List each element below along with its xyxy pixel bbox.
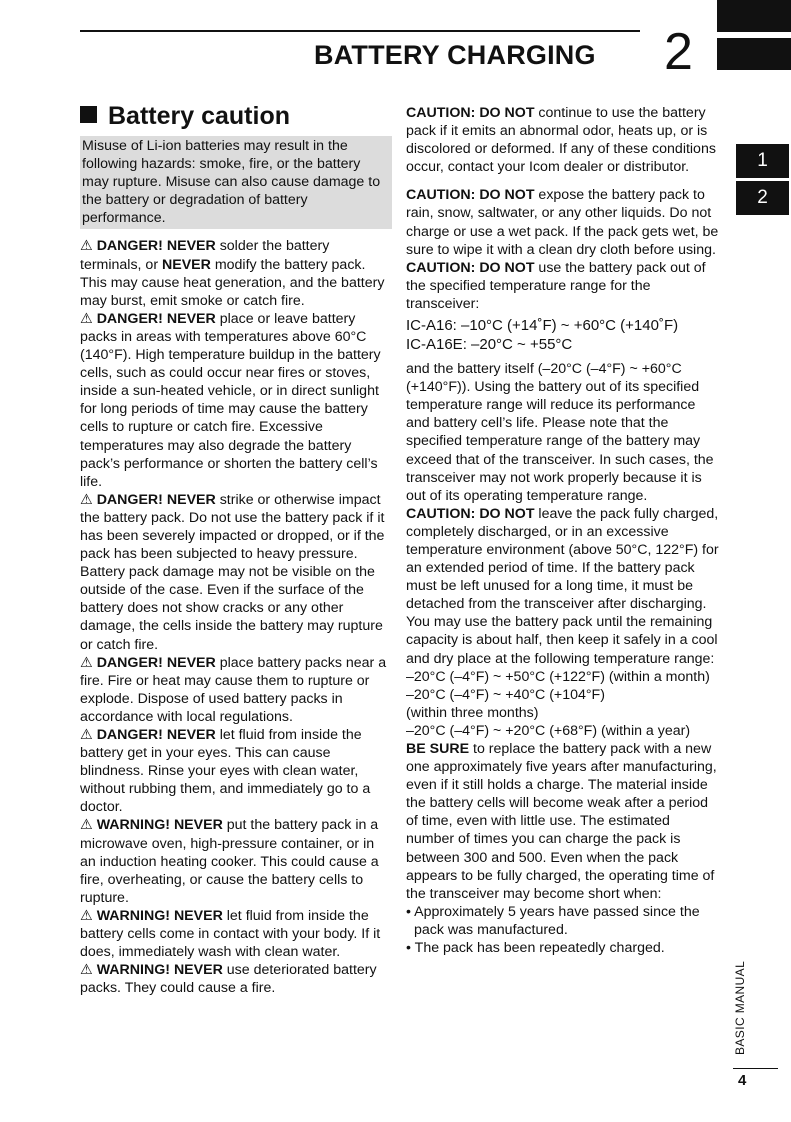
warning-triangle-icon: ⚠ xyxy=(80,491,93,508)
warning-triangle-icon: ⚠ xyxy=(80,727,93,743)
side-label xyxy=(733,955,749,1055)
danger-item-1: ⚠ DANGER! NEVER solder the battery terminals, or NEVER modify the battery pack. This may cause heat generation, and the battery may burst, emit smoke or catch fire. xyxy=(80,238,385,309)
caution-item-1: CAUTION: DO NOT continue to use the battery pack if it emits an abnormal odor, heats up, or is discolored or deformed. If any of these conditions occur, contact your Icom dealer or distributor. xyxy=(406,105,716,176)
replace-condition-2: • The pack has been repeatedly charged. xyxy=(406,940,665,957)
temp-spec-ic-a16: IC-A16: –10°C (+14˚F) ~ +60°C (+140˚F) xyxy=(406,317,679,335)
warning-item-1: ⚠ WARNING! NEVER put the battery pack in a microwave oven, high-pressure container, or in an induction heating cooker. This could cause a fire, overheating, or cause the battery cells to rupture. xyxy=(80,817,379,906)
danger-item-5: ⚠ DANGER! NEVER let fluid from inside the battery get in your eyes. This can cause blindness. Rinse your eyes with clean water, without rubbing them, and immediately go to a doctor. xyxy=(80,727,371,816)
right-column xyxy=(406,104,721,957)
caution-item-3-continued: and the battery itself (–20°C (–4°F) ~ +60°C (+140°F)). Using the battery out of its specified temperature range will reduce its performance and battery cell’s life. Please note that the specified temperature range of the battery may exceed that of the transceiver. In such cases, the transceiver may not work properly because it is out of its operating temperature range. xyxy=(406,361,714,504)
footer-rule xyxy=(733,1068,778,1069)
warning-triangle-icon: ⚠ xyxy=(80,817,93,834)
storage-range-2: –20°C (–4°F) ~ +40°C (+104°F) xyxy=(406,686,605,703)
section-heading xyxy=(80,100,392,132)
danger-item-4: ⚠ DANGER! NEVER place battery packs near a fire. Fire or heat may cause them to rupture or explode. Dispose of used battery packs in accordance with local regulations. xyxy=(80,654,387,725)
storage-range-2-note: (within three months) xyxy=(406,704,539,721)
danger-item-2: ⚠ DANGER! NEVER place or leave battery packs in areas with temperatures above 60°C (140°F). High temperature buildup in the battery cells, such as could occur near fires or stoves, inside a sun-heated vehicle, or in direct sunlight for long periods of time may cause the battery cells to rupture or catch fire. Excessive temperatures may also degrade the battery pack’s performance or shorten the battery cell’s life. xyxy=(80,310,381,490)
side-tab-2[interactable]: 2 xyxy=(736,181,789,215)
section-title: Battery caution xyxy=(108,102,290,130)
left-column xyxy=(80,100,392,997)
corner-block-bottom xyxy=(717,38,791,70)
warning-item-3: ⚠ WARNING! NEVER use deteriorated battery packs. They could cause a fire. xyxy=(80,962,377,997)
warning-item-2: ⚠ WARNING! NEVER let fluid from inside the battery cells come in contact with your body. If it does, immediately wash with clean water. xyxy=(80,907,381,961)
replace-condition-1: • Approximately 5 years have passed since the pack was manufactured. xyxy=(406,903,700,938)
chapter-number: 2 xyxy=(664,23,693,81)
side-tab-1[interactable]: 1 xyxy=(736,144,789,178)
warning-triangle-icon: ⚠ xyxy=(80,310,93,327)
caution-item-4: CAUTION: DO NOT leave the pack fully charged, completely discharged, or in an excessive temperature environment (above 50°C, 122°F) for an extended period of time. If the battery pack must be left unused for a long time, it must be detached from the transceiver after discharging. You may use the battery pack until the remaining capacity is about half, then keep it safely in a cool and dry place at the following temperature range: xyxy=(406,505,719,667)
warning-triangle-icon: ⚠ xyxy=(80,238,93,255)
storage-range-1: –20°C (–4°F) ~ +50°C (+122°F) (within a month) xyxy=(406,668,710,685)
caution-item-3: CAUTION: DO NOT use the battery pack out of the specified temperature range for the transceiver: xyxy=(406,259,706,312)
corner-block-top xyxy=(717,0,791,32)
warning-triangle-icon: ⚠ xyxy=(80,654,93,671)
caution-item-2: CAUTION: DO NOT expose the battery pack to rain, snow, saltwater, or any other liquids. Do not charge or use a wet pack. If the pack gets wet, be sure to wipe it with a clean dry cloth before using. xyxy=(406,187,719,258)
warning-triangle-icon: ⚠ xyxy=(80,962,93,979)
intro-box xyxy=(80,136,392,229)
page-title: BATTERY CHARGING xyxy=(314,40,596,70)
manual-label: BASIC MANUAL xyxy=(733,960,747,1055)
storage-range-3: –20°C (–4°F) ~ +20°C (+68°F) (within a year) xyxy=(406,722,691,739)
page-number: 4 xyxy=(738,1072,747,1089)
intro-text: Misuse of Li-ion batteries may result in the following hazards: smoke, fire, or the battery may rupture. Misuse can also cause damage to the battery or degradation of battery performance. xyxy=(82,138,381,227)
be-sure-item: BE SURE to replace the battery pack with a new one approximately five years after manufacturing, even if it still holds a charge. The material inside the battery cells will become weak after a period of time, even with little use. The estimated number of times you can charge the pack is between 300 and 500. Even when the pack appears to be fully charged, the operating time of the transceiver may become short when: xyxy=(406,741,717,902)
warning-triangle-icon: ⚠ xyxy=(80,907,93,924)
square-bullet-icon xyxy=(80,106,97,123)
temp-spec-ic-a16e: IC-A16E: –20°C ~ +55°C xyxy=(406,336,573,354)
danger-item-3: ⚠ DANGER! NEVER strike or otherwise impact the battery pack. Do not use the battery pack if it has been severely impacted or dropped, or if the pack has been subjected to heavy pressure. Battery pack damage may not be visible on the outside of the case. Even if the surface of the battery does not show cracks or any other damage, the cells inside the battery may rupture or catch fire. xyxy=(80,491,385,653)
header-rule xyxy=(80,30,640,32)
